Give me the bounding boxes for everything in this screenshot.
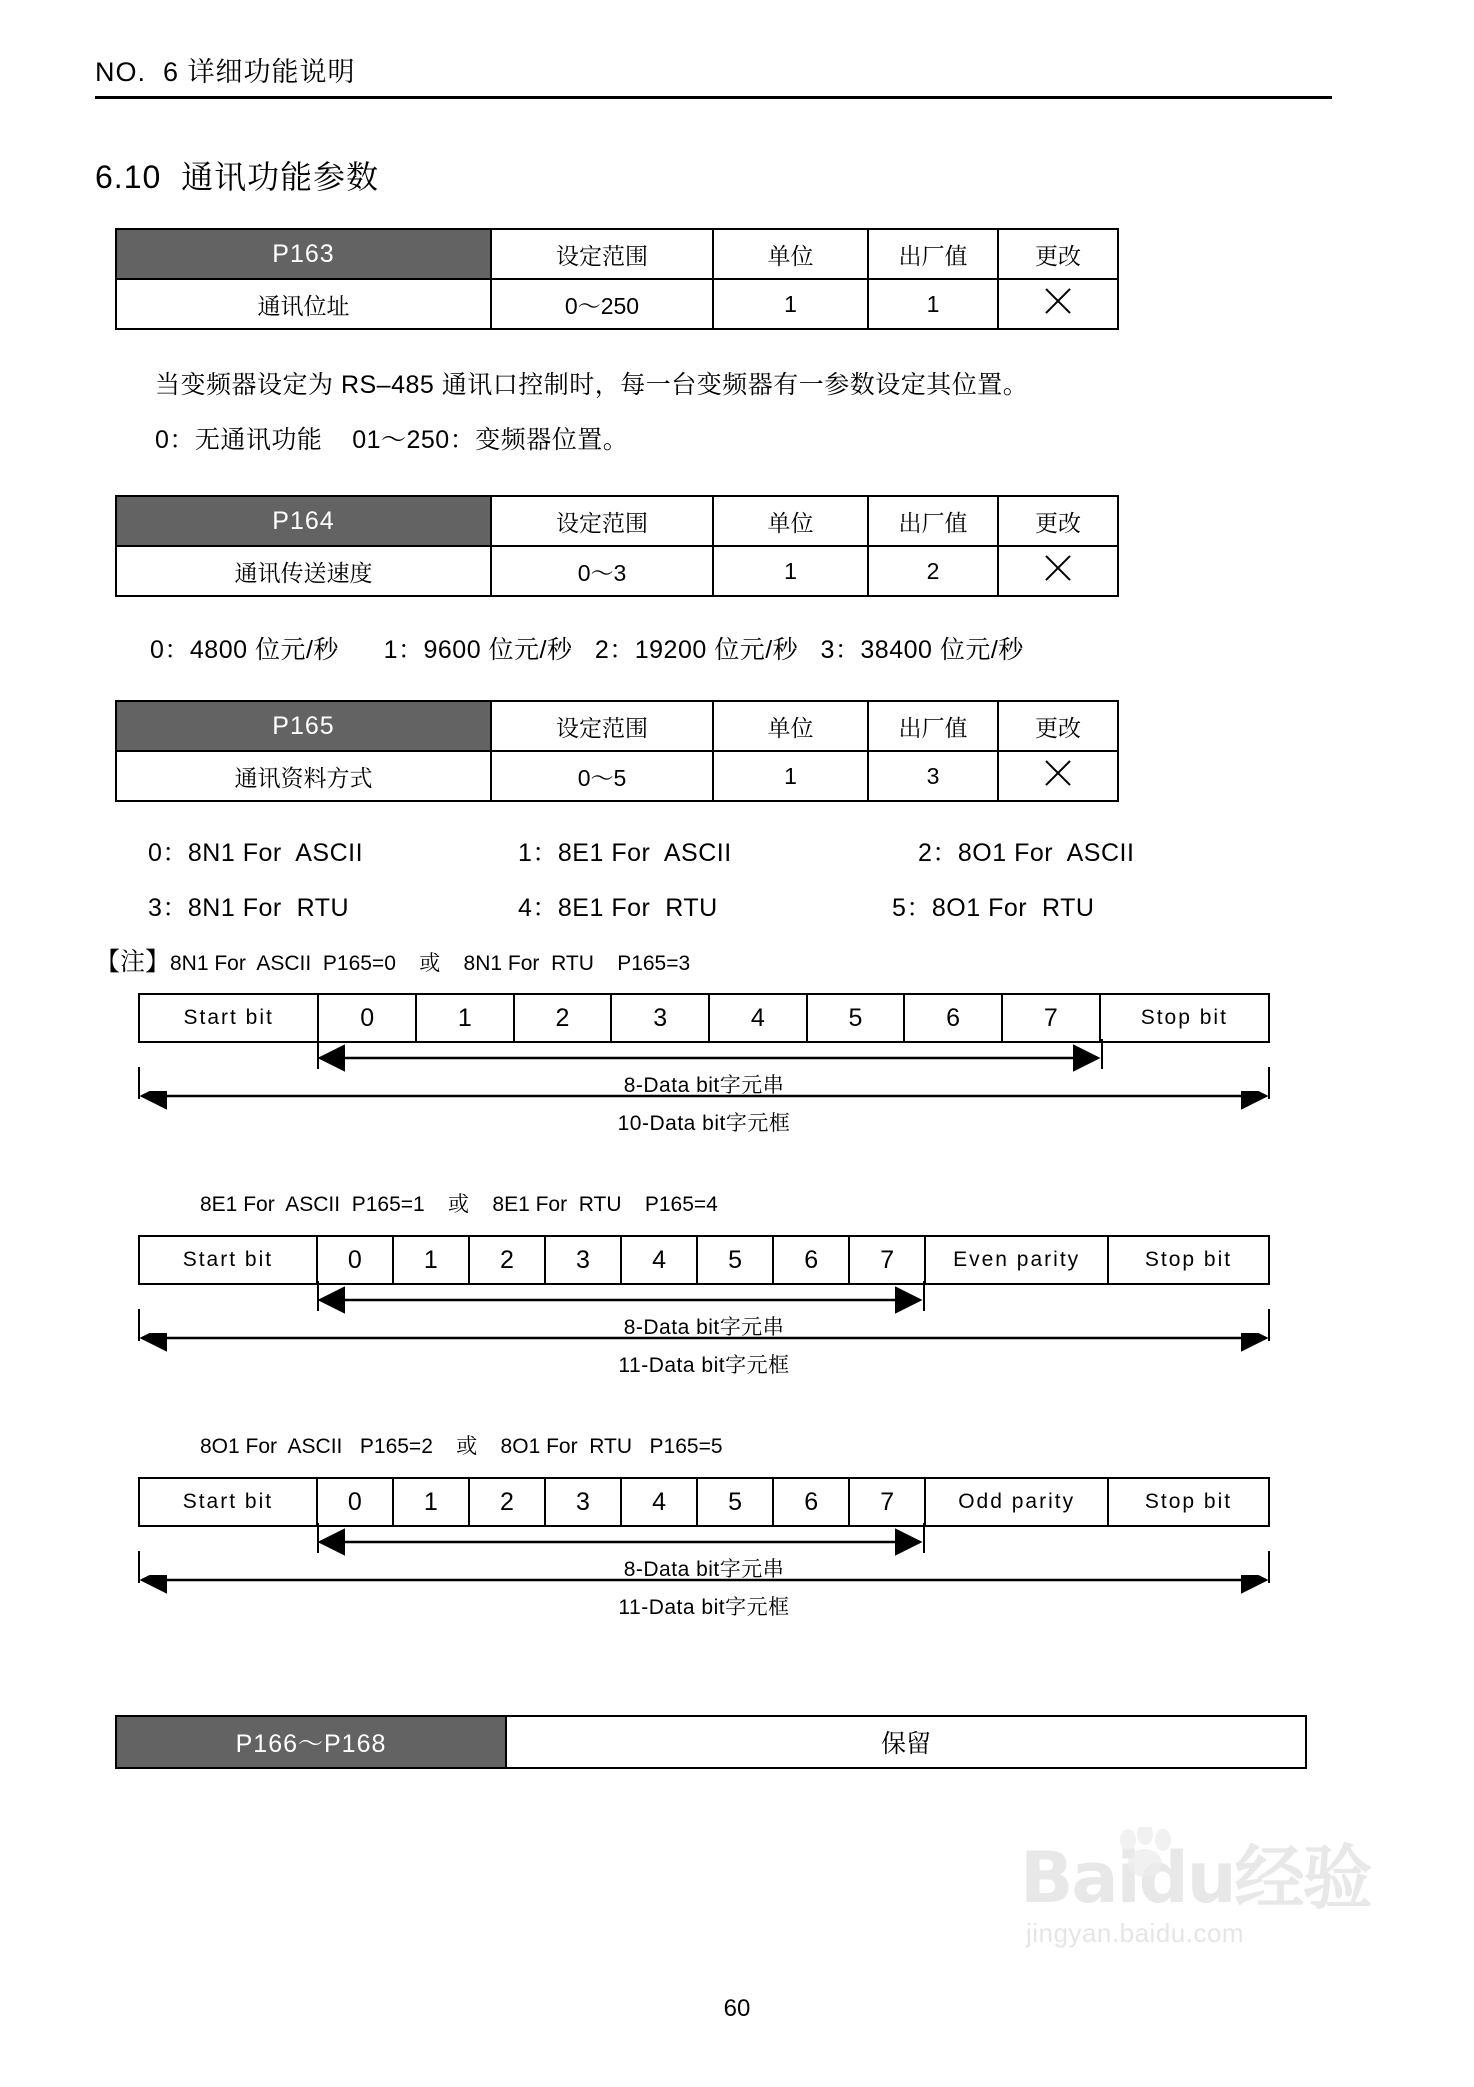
frame-outer-arrow-area [138,1575,1270,1623]
frame-bit-row [138,993,1270,1043]
param-range: 0～3 [491,546,713,596]
table-row [116,701,1118,751]
frame-bit: 1 [394,1237,470,1283]
param-factory: 2 [868,546,998,596]
param-table-p164 [115,495,1119,597]
frame-inner-arrow-area [138,1043,1270,1097]
p163-note-line-1: 当变频器设定为 RS–485 通讯口控制时，每一台变频器有一参数设定其位置。 [155,371,1029,399]
frame-start-bit: Start bit [140,995,319,1041]
frame-stop-bit: Stop bit [1144,1248,1233,1271]
frame-bit: 7 [1003,995,1101,1041]
param-reserved-value: 保留 [506,1716,1306,1768]
param-table-p165 [115,700,1119,802]
column-header-unit: 单位 [713,496,868,546]
frame-stop-bit: Stop bit [1140,1006,1228,1029]
column-header-change: 更改 [998,229,1118,279]
param-factory: 3 [868,751,998,801]
frame-bit: 5 [698,1237,774,1283]
frame-inner-arrow-area [138,1285,1270,1339]
cross-icon [1041,551,1075,585]
frame-inner-arrow-label: 8-Data bit字元串 [623,1074,785,1097]
frame-caption-2: 8O1 For ASCII P165=2 或 8O1 For RTU P165=5 [200,1435,723,1458]
column-header-factory: 出厂值 [868,229,998,279]
frame-bit: 4 [622,1237,698,1283]
running-header [95,50,1335,99]
frame-outer-arrow-area [138,1091,1270,1139]
p165-option-4: 4：8E1 For RTU [518,894,718,922]
column-header-change: 更改 [998,496,1118,546]
frame-bit: 5 [698,1479,774,1525]
param-table-p163 [115,228,1119,330]
frame-bit: 2 [470,1237,546,1283]
frame-outer-arrow-label: 11-Data bit字元框 [618,1354,790,1377]
table-row [116,751,1118,801]
param-name: 通讯资料方式 [116,751,491,801]
frame-bit: 7 [850,1479,926,1525]
param-unit: 1 [713,751,868,801]
header-divider [95,96,1332,99]
cross-icon [1041,284,1075,318]
frame-bit: 0 [318,1479,394,1525]
param-factory: 1 [868,279,998,329]
frame-bit: 0 [318,1237,394,1283]
watermark-brand: Baidu经验 [1020,1837,1371,1919]
paw-icon [1115,1827,1179,1879]
param-table-reserved [115,1715,1307,1769]
frame-bit: 3 [546,1237,622,1283]
frame-bit: 4 [622,1479,698,1525]
param-name: 通讯传送速度 [116,546,491,596]
column-header-range: 设定范围 [491,701,713,751]
p165-option-1: 1：8E1 For ASCII [518,839,732,867]
frame-diagram-1 [138,1235,1270,1381]
frame-outer-arrow-area [138,1333,1270,1381]
frame-inner-arrow-label: 8-Data bit字元串 [623,1316,785,1339]
p165-option-0: 0：8N1 For ASCII [148,839,364,867]
frame-bit: 1 [394,1479,470,1525]
column-header-factory: 出厂值 [868,701,998,751]
frame-bit: 3 [546,1479,622,1525]
param-unit: 1 [713,546,868,596]
frame-start-bit: Start bit [140,1237,318,1283]
param-change [998,751,1118,801]
frame-bit: 7 [850,1237,926,1283]
frame-bit-row [138,1235,1270,1285]
frame-outer-arrow-label: 10-Data bit字元框 [617,1112,791,1135]
watermark [1020,1837,1420,1949]
table-row [116,229,1118,279]
param-code: P163 [116,229,491,279]
column-header-change: 更改 [998,701,1118,751]
column-header-range: 设定范围 [491,229,713,279]
param-code-range: P166～P168 [116,1716,506,1768]
frame-diagram-2 [138,1477,1270,1623]
param-range: 0～250 [491,279,713,329]
note-marker: 【注】 [95,948,171,976]
section-title: 6.10 通讯功能参数 [95,159,380,195]
frame-bit: 4 [710,995,808,1041]
p165-option-5: 5：8O1 For RTU [892,894,1095,922]
frame-bit: 0 [319,995,417,1041]
frame-bit: 6 [774,1237,850,1283]
frame-inner-arrow-label: 8-Data bit字元串 [623,1558,785,1581]
column-header-unit: 单位 [713,701,868,751]
frame-bit: 6 [774,1479,850,1525]
frame-outer-arrow-label: 11-Data bit字元框 [618,1596,790,1619]
column-header-factory: 出厂值 [868,496,998,546]
watermark-url: jingyan.baidu.com [1026,1917,1245,1948]
frame-stop-bit: Stop bit [1144,1490,1233,1513]
cross-icon [1041,756,1075,790]
p165-option-3: 3：8N1 For RTU [148,894,350,922]
running-header-title: NO. 6 详细功能说明 [95,57,356,87]
column-header-range: 设定范围 [491,496,713,546]
table-row [116,496,1118,546]
param-code: P164 [116,496,491,546]
table-row [116,546,1118,596]
p165-option-2: 2：8O1 For ASCII [918,839,1135,867]
frame-parity-bit: Even parity [926,1237,1109,1283]
param-change [998,279,1118,329]
frame-bit: 2 [470,1479,546,1525]
param-unit: 1 [713,279,868,329]
frame-parity-bit: Odd parity [926,1479,1109,1525]
param-range: 0～5 [491,751,713,801]
frame-bit-row [138,1477,1270,1527]
p163-note-line-2: 0：无通讯功能 01～250：变频器位置。 [155,426,629,454]
frame-bit: 6 [905,995,1003,1041]
frame-bit: 2 [515,995,613,1041]
param-name: 通讯位址 [116,279,491,329]
frame-caption-0: 8N1 For ASCII P165=0 或 8N1 For RTU P165=3 [170,952,691,975]
p164-note-line-1: 0：4800 位元/秒 1：9600 位元/秒 2：19200 位元/秒 3：38400 位元/秒 [150,636,1024,664]
frame-bit: 3 [612,995,710,1041]
column-header-unit: 单位 [713,229,868,279]
param-code: P165 [116,701,491,751]
frame-bit: 5 [808,995,906,1041]
frame-diagram-0 [138,993,1270,1139]
frame-inner-arrow-area [138,1527,1270,1581]
frame-caption-1: 8E1 For ASCII P165=1 或 8E1 For RTU P165=4 [200,1193,718,1216]
frame-start-bit: Start bit [140,1479,318,1525]
frame-bit: 1 [417,995,515,1041]
page-number: 60 [723,1995,751,2022]
table-row [116,279,1118,329]
table-row [116,1716,1306,1768]
param-change [998,546,1118,596]
